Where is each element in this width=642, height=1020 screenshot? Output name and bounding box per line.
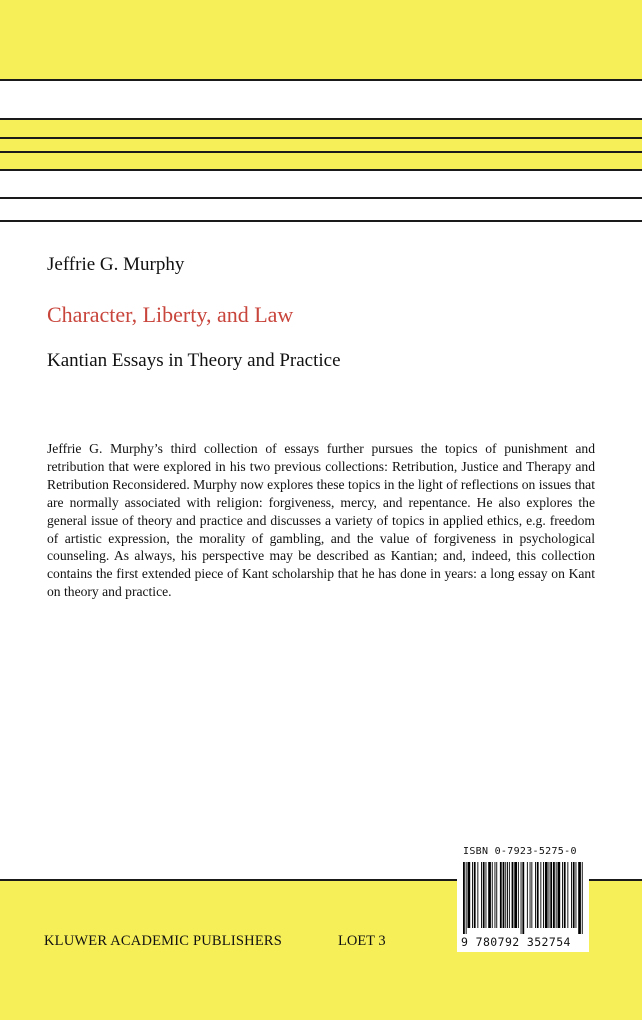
barcode-bar: [522, 862, 524, 934]
barcode-bar: [571, 862, 572, 928]
barcode-bar: [500, 862, 502, 928]
barcode-bar: [488, 862, 491, 928]
barcode-bar: [463, 862, 465, 934]
barcode-bar: [578, 862, 581, 934]
barcode-bar: [503, 862, 505, 928]
book-title: Character, Liberty, and Law: [47, 302, 294, 327]
top-rule-5: [0, 169, 642, 171]
yellow-stripe-3: [0, 153, 642, 169]
barcode-bar: [567, 862, 568, 928]
top-yellow-band: [0, 0, 642, 79]
barcode-bar: [468, 862, 471, 928]
barcode-bar: [474, 862, 476, 928]
ean-number: 9 780792 352754: [461, 935, 571, 949]
barcode-bar: [509, 862, 510, 928]
barcode-bar: [505, 862, 506, 928]
yellow-stripe-2: [0, 139, 642, 151]
barcode-bar: [483, 862, 485, 928]
barcode-bar: [564, 862, 566, 928]
barcode-bar: [507, 862, 508, 928]
barcode-bar: [486, 862, 487, 928]
barcode-bar: [562, 862, 563, 928]
barcode-bar: [466, 862, 467, 934]
barcode-bar: [553, 862, 555, 928]
barcode-bar: [582, 862, 583, 934]
barcode-bar: [495, 862, 496, 928]
barcode-bar: [472, 862, 473, 928]
barcode-bar: [514, 862, 517, 928]
isbn-barcode-box: [457, 842, 589, 952]
author-name: Jeffrie G. Murphy: [47, 254, 185, 275]
barcode-bar: [558, 862, 561, 928]
barcode-bar: [556, 862, 557, 928]
top-rule-6: [0, 197, 642, 199]
barcode-bar: [530, 862, 531, 928]
publisher-name: KLUWER ACADEMIC PUBLISHERS: [44, 933, 283, 949]
barcode-bar: [512, 862, 514, 928]
barcode-bar: [481, 862, 482, 928]
barcode-bar: [535, 862, 536, 928]
barcode-bar: [527, 862, 528, 928]
barcode-bar: [477, 862, 478, 928]
barcode-bar: [537, 862, 539, 928]
barcode-bar: [576, 862, 577, 928]
book-subtitle: Kantian Essays in Theory and Practice: [47, 350, 341, 371]
barcode-bar: [543, 862, 544, 928]
barcode-bar: [573, 862, 575, 928]
barcode-bar: [518, 862, 519, 928]
book-description: Jeffrie G. Murphy’s third collection of essays further pursues the topics of punishment and retribution that were explored in his two previous collections: Retribution, Justice and Therapy and Retribution Reconsidered. Murphy now explores these topics in the light of reflections on issues that are normally associated with religion: forgiveness, mercy, and repentance. He also explores the general issue of theory and practice and discusses a variety of topics in applied ethics, e.g. freedom of artistic expression, the morality of gambling, and the value of forgiveness in psychological counseling. As always, his perspective may be described as Kantian; and, indeed, this collection contains the first extended piece of Kant scholarship that he has done in years: a long essay on Kant on theory and practice.: [47, 441, 595, 600]
isbn-label: ISBN 0-7923-5275-0: [463, 846, 577, 857]
yellow-stripe-1: [0, 120, 642, 137]
series-code: LOET 3: [338, 933, 386, 949]
barcode-bar: [496, 862, 497, 928]
barcode-bar: [550, 862, 552, 928]
barcode-bar: [540, 862, 541, 928]
barcode-icon: [461, 862, 585, 934]
barcode-bar: [549, 862, 550, 928]
top-rule-7: [0, 220, 642, 222]
barcode-bar: [545, 862, 548, 928]
barcode-bar: [492, 862, 493, 928]
top-rule-1: [0, 79, 642, 81]
barcode-bar: [531, 862, 532, 928]
barcode-bar: [521, 862, 522, 934]
